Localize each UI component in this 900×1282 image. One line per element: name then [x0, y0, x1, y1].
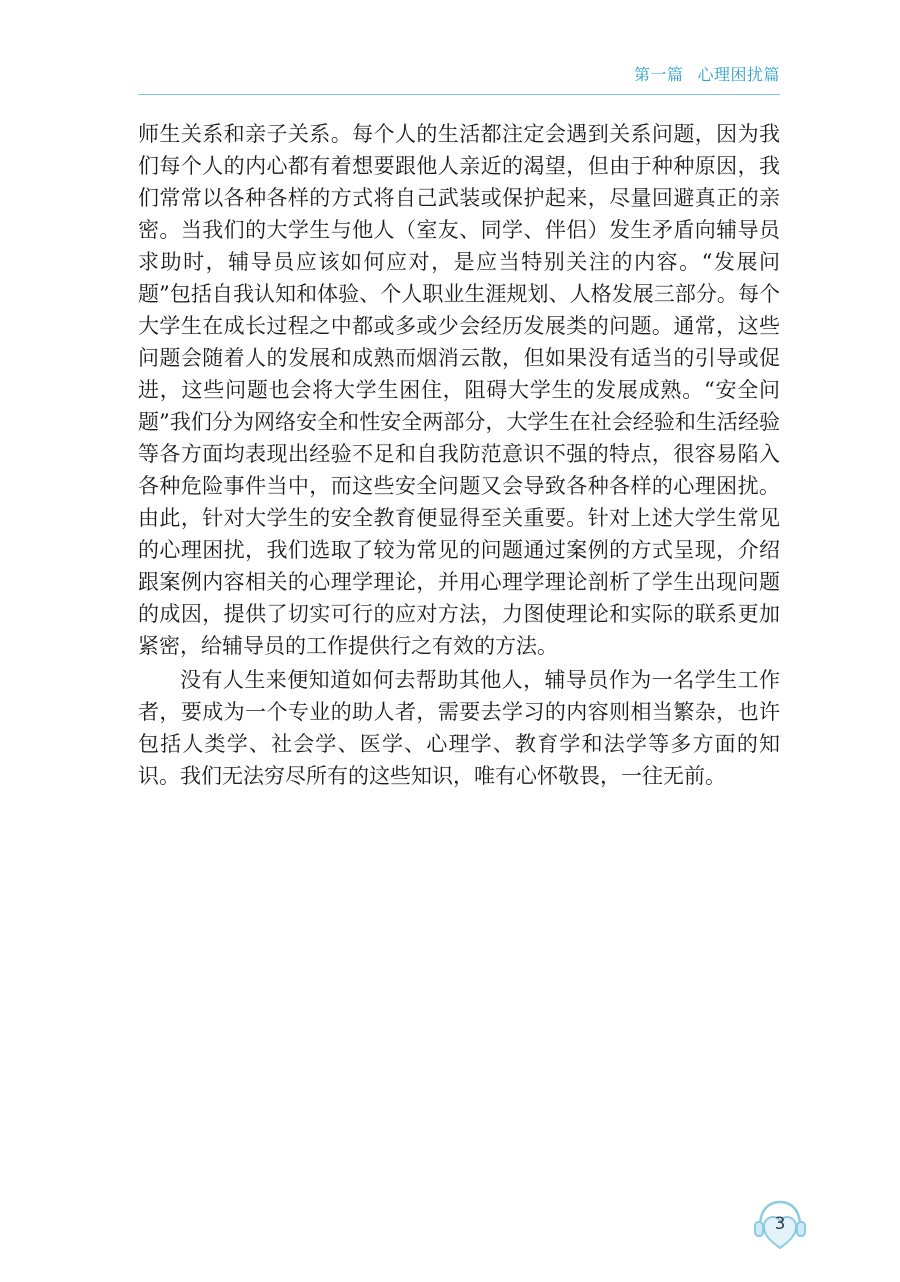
body-text [138, 118, 780, 792]
page-number-badge [750, 1196, 810, 1252]
paragraph-continued: 师生关系和亲子关系。每个人的生活都注定会遇到关系问题，因为我们每个人的内心都有着想要跟他人亲近的渴望，但由于种种原因，我们常常以各种各样的方式将自己武装或保护起来，尽量回避真正的亲密。当我们的大学生与他人（室友、同学、伴侣）发生矛盾向辅导员求助时，辅导员应该如何应对，是应当特别关注的内容。“发展问题”包括自我认知和体验、个人职业生涯规划、人格发展三部分。每个大学生在成长过程之中都或多或少会经历发展类的问题。通常，这些问题会随着人的发展和成熟而烟消云散，但如果没有适当的引导或促进，这些问题也会将大学生困住，阻碍大学生的发展成熟。“安全问题”我们分为网络安全和性安全两部分，大学生在社会经验和生活经验等各方面均表现出经验不足和自我防范意识不强的特点，很容易陷入各种危险事件当中，而这些安全问题又会导致各种各样的心理困扰。由此，针对大学生的安全教育便显得至关重要。针对上述大学生常见的心理困扰，我们选取了较为常见的问题通过案例的方式呈现，介绍跟案例内容相关的心理学理论，并用心理学理论剖析了学生出现问题的成因，提供了切实可行的应对方法，力图使理论和实际的联系更加紧密，给辅导员的工作提供行之有效的方法。 [138, 122, 780, 658]
paragraph: 没有人生来便知道如何去帮助其他人，辅导员作为一名学生工作者，要成为一个专业的助人者，需要去学习的内容则相当繁杂，也许包括人类学、社会学、医学、心理学、教育学和法学等多方面的知识。我们无法穷尽所有的这些知识，唯有心怀敬畏，一往无前。 [138, 668, 780, 788]
header-section: 心理困扰篇 [697, 65, 780, 84]
running-header [634, 62, 780, 85]
header-part: 第一篇 [633, 65, 684, 84]
header-divider [138, 94, 780, 95]
page-number: 3 [774, 1214, 786, 1234]
